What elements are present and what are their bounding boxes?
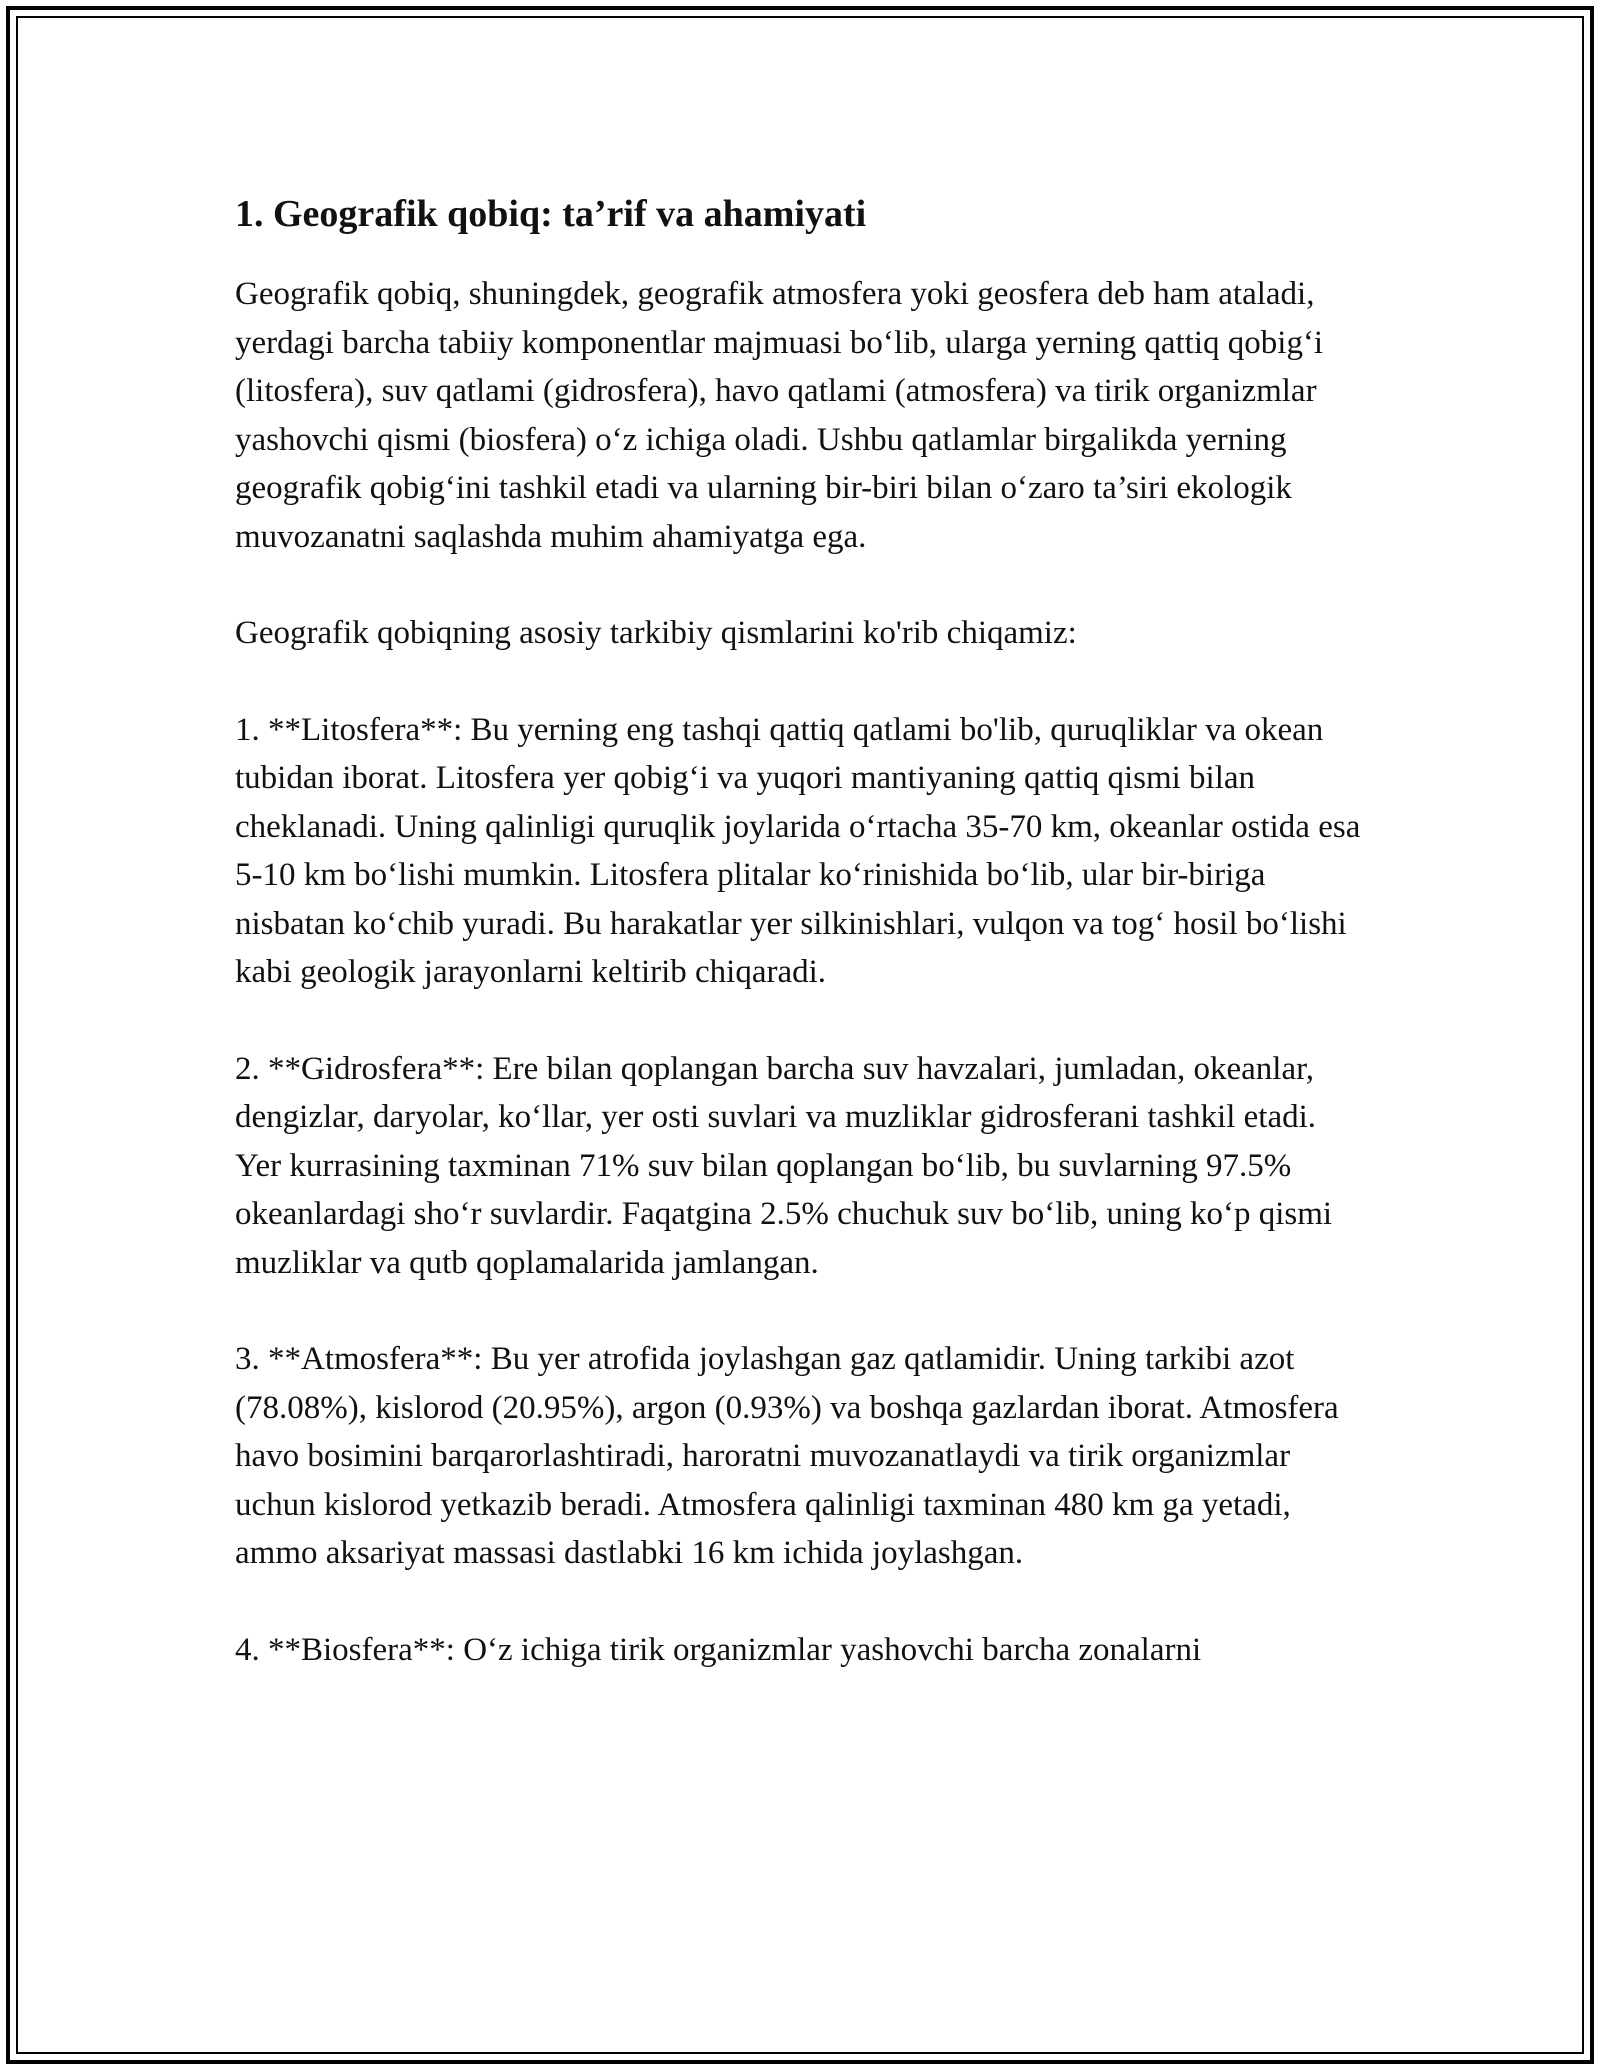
paragraph-biosfera: 4. **Biosfera**: O‘z ichiga tirik organizmlar yashovchi barcha zonalarni — [235, 1631, 1202, 1668]
paragraph-atmosfera: 3. **Atmosfera**: Bu yer atrofida joylashgan gaz qatlamidir. Uning tarkibi azot (78.08%), kislorod (20.95%), argon (0.93%) va boshqa gazlardan iborat. Atmosfera havo bosimini barqarorlashtiradi, haroratni muvozanatlaydi va tirik organizmlar uchun kislorod yetkazib beradi. Atmosfera qalinligi taxminan 480 km ga yetadi, ammo aksariyat massasi dastlabki 16 km ichida joylashgan. — [235, 1341, 1339, 1571]
paragraph-components-lead: Geografik qobiqning asosiy tarkibiy qismlarini ko'rib chiqamiz: — [235, 615, 1077, 651]
section-heading: 1. Geografik qobiq: ta’rif va ahamiyati — [235, 193, 867, 235]
paragraph-intro: Geografik qobiq, shuningdek, geografik atmosfera yoki geosfera deb ham ataladi, yerdagi barcha tabiiy komponentlar majmuasi bo‘lib, ularga yerning qattiq qobig‘i (litosfera), suv qatlami (gidrosfera), havo qatlami (atmosfera) va tirik organizmlar yashovchi qismi (biosfera) o‘z ichiga oladi. Ushbu qatlamlar birgalikda yerning geografik qobig‘ini tashkil etadi va ularning bir-biri bilan o‘zaro ta’siri ekologik muvozanatni saqlashda muhim ahamiyatga ega. — [235, 276, 1324, 555]
paragraph-litosfera: 1. **Litosfera**: Bu yerning eng tashqi qattiq qatlami bo'lib, quruqliklar va okean tubidan iborat. Litosfera yer qobig‘i va yuqori mantiyaning qattiq qismi bilan cheklanadi. Uning qalinligi quruqlik joylarida o‘rtacha 35-70 km, okeanlar ostida esa 5-10 km bo‘lishi mumkin. Litosfera plitalar ko‘rinishida bo‘lib, ular bir-biriga nisbatan ko‘chib yuradi. Bu harakatlar yer silkinishlari, vulqon va tog‘ hosil bo‘lishi kabi geologik jarayonlarni keltirib chiqaradi. — [235, 711, 1361, 990]
document-body — [235, 186, 1365, 1722]
paragraph-gidrosfera: 2. **Gidrosfera**: Ere bilan qoplangan barcha suv havzalari, jumladan, okeanlar, dengizlar, daryolar, ko‘llar, yer osti suvlari va muzliklar gidrosferani tashkil etadi. Yer kurrasining taxminan 71% suv bilan qoplangan bo‘lib, bu suvlarning 97.5% okeanlardagi sho‘r suvlardir. Faqatgina 2.5% chuchuk suv bo‘lib, uning ko‘p qismi muzliklar va qutb qoplamalarida jamlangan. — [235, 1050, 1333, 1281]
